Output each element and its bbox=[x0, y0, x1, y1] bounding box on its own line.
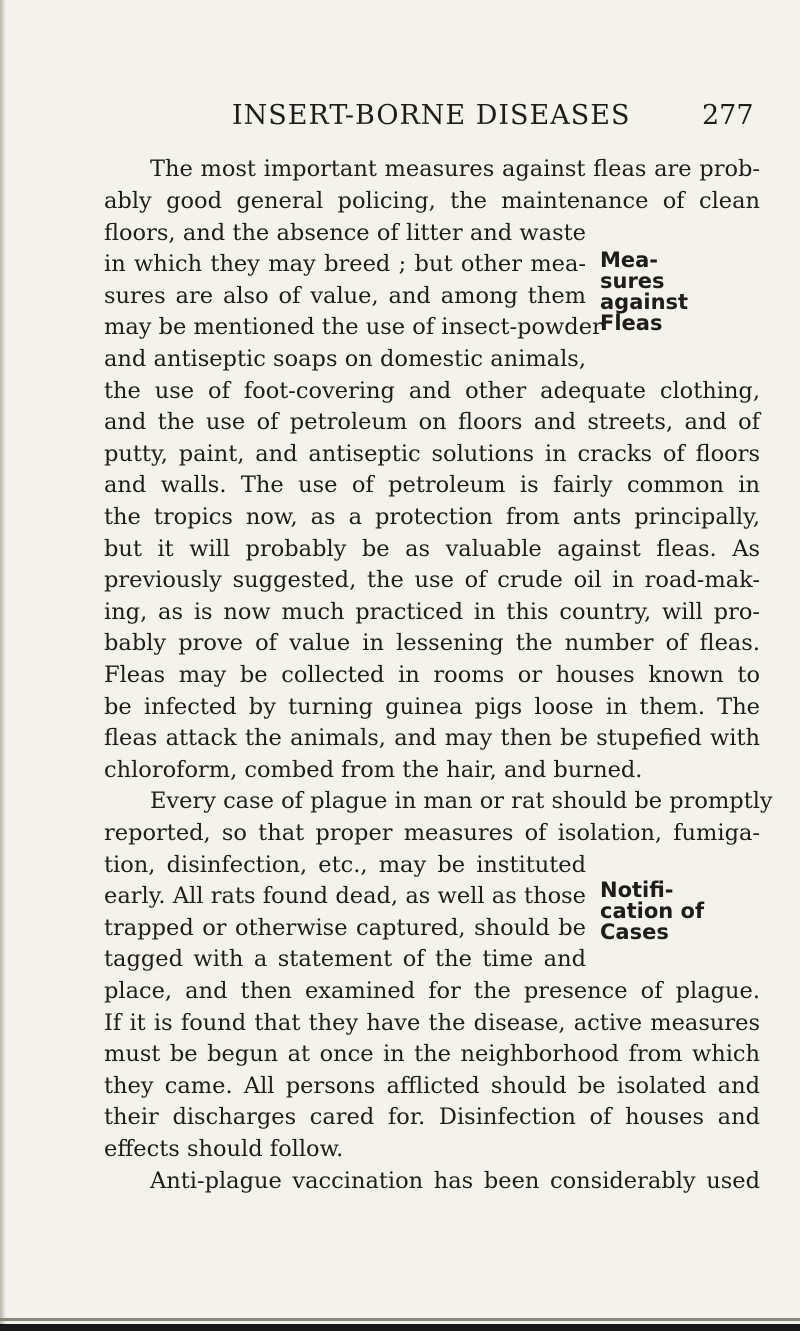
text-line: but it will probably be as valuable against fleas. As bbox=[104, 536, 760, 562]
text-line: tagged with a statement of the time and bbox=[104, 946, 586, 972]
text-line: If it is found that they have the disease, active measures bbox=[104, 1010, 760, 1036]
text-line: in which they may breed ; but other mea- bbox=[104, 251, 586, 277]
margin-note-line: Mea- bbox=[600, 248, 659, 272]
page-number: 277 bbox=[702, 100, 754, 131]
margin-note-fleas bbox=[598, 250, 758, 334]
text-line: their discharges cared for. Disinfection of houses and bbox=[104, 1104, 760, 1130]
text-line: be infected by turning guinea pigs loose in them. The bbox=[104, 694, 760, 720]
text-line: reported, so that proper measures of isolation, fumiga- bbox=[104, 820, 760, 846]
text-line: Fleas may be collected in rooms or houses known to bbox=[104, 662, 760, 688]
running-header bbox=[0, 100, 800, 140]
text-line: place, and then examined for the presence of plague. bbox=[104, 978, 760, 1004]
margin-note-line: Notifi- bbox=[600, 878, 674, 902]
text-line: and the use of petroleum on floors and streets, and of bbox=[104, 409, 760, 435]
page-edge-line bbox=[0, 1318, 800, 1321]
margin-note-line: against bbox=[600, 290, 689, 314]
text-line: The most important measures against fleas are prob- bbox=[150, 156, 760, 182]
text-line: early. All rats found dead, as well as those bbox=[104, 883, 586, 909]
text-line: the tropics now, as a protection from ants principally, bbox=[104, 504, 760, 530]
margin-note-cases bbox=[598, 880, 758, 943]
text-line: trapped or otherwise captured, should be bbox=[104, 915, 586, 941]
text-line: chloroform, combed from the hair, and burned. bbox=[104, 757, 643, 783]
margin-note-line: sures bbox=[600, 269, 665, 293]
text-line: Anti-plague vaccination has been considerably used bbox=[150, 1168, 760, 1194]
text-line: the use of foot-covering and other adequate clothing, bbox=[104, 378, 760, 404]
text-line: and walls. The use of petroleum is fairly common in bbox=[104, 472, 760, 498]
text-line: floors, and the absence of litter and waste bbox=[104, 220, 586, 246]
text-line: bably prove of value in lessening the number of fleas. bbox=[104, 630, 760, 656]
text-line: they came. All persons afflicted should be isolated and bbox=[104, 1073, 760, 1099]
text-line: previously suggested, the use of crude oil in road-mak- bbox=[104, 567, 760, 593]
text-line: must be begun at once in the neighborhood from which bbox=[104, 1041, 760, 1067]
margin-note-line: cation of bbox=[600, 899, 705, 923]
page-edge-shadow bbox=[0, 0, 6, 1331]
margin-note-line: Cases bbox=[600, 920, 669, 944]
text-line: sures are also of value, and among them bbox=[104, 283, 586, 309]
text-line: putty, paint, and antiseptic solutions in cracks of floors bbox=[104, 441, 760, 467]
running-title: INSERT-BORNE DISEASES bbox=[232, 100, 631, 131]
text-line: ably good general policing, the maintenance of clean bbox=[104, 188, 760, 214]
text-line: Every case of plague in man or rat should be promptly bbox=[150, 788, 773, 814]
text-line: may be mentioned the use of insect-powder bbox=[104, 314, 603, 340]
text-line: tion, disinfection, etc., may be instituted bbox=[104, 852, 586, 878]
text-line: and antiseptic soaps on domestic animals, bbox=[104, 346, 586, 372]
text-line: ing, as is now much practiced in this country, will pro- bbox=[104, 599, 760, 625]
margin-note-line: Fleas bbox=[600, 311, 663, 335]
text-line: effects should follow. bbox=[104, 1136, 344, 1162]
page-edge-bottom bbox=[0, 1324, 800, 1331]
text-line: fleas attack the animals, and may then be stupefied with bbox=[104, 725, 760, 751]
